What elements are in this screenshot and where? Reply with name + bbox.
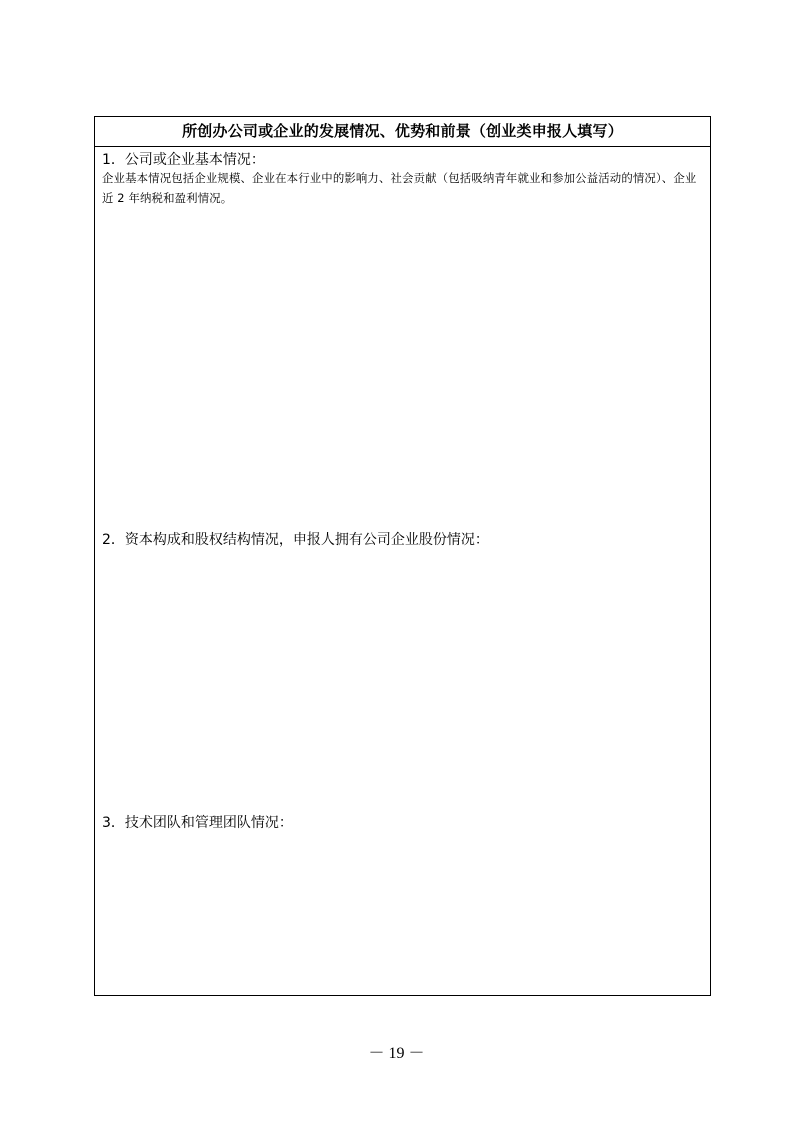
section-company-basic-heading: 1．公司或企业基本情况： (102, 152, 265, 168)
section-team-heading: 3．技术团队和管理团队情况： (102, 815, 293, 831)
page-number: － 19 － (368, 1045, 425, 1062)
section-capital-structure-heading: 2．资本构成和股权结构情况，申报人拥有公司企业股份情况： (102, 532, 489, 548)
form-title: 所创办公司或企业的发展情况、优势和前景（创业类申报人填写） (95, 117, 710, 147)
application-form-table (94, 116, 711, 996)
section-company-basic-hint: 企业基本情况包括企业规模、企业在本行业中的影响力、社会贡献（包括吸纳青年就业和参加公益活动的情况）、企业近 2 年纳税和盈利情况。 (102, 171, 697, 205)
